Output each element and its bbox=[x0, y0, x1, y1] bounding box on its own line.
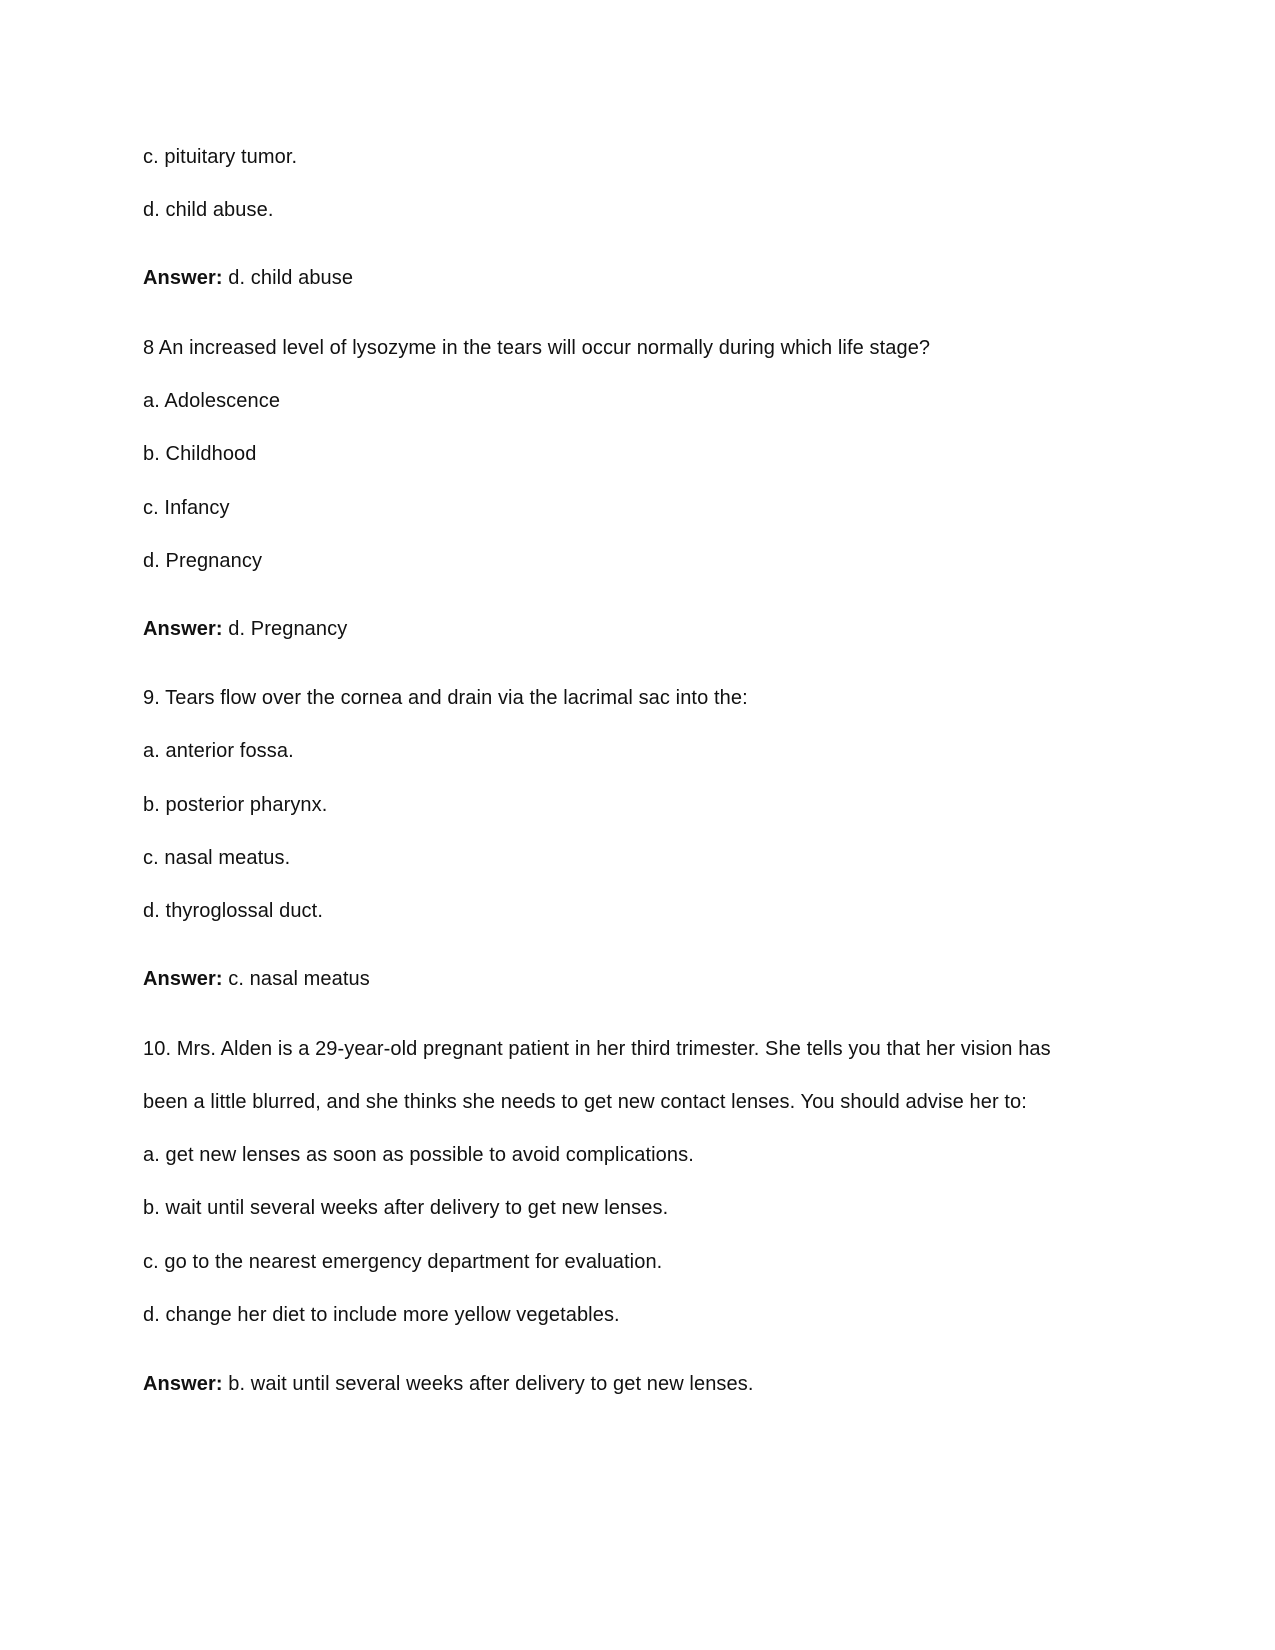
q10-question-line-2: been a little blurred, and she thinks she needs to get new contact lenses. You should advise her to: bbox=[143, 1091, 1027, 1113]
q8-option-c: c. Infancy bbox=[143, 497, 230, 519]
q9-option-b: b. posterior pharynx. bbox=[143, 794, 328, 816]
answer-label: Answer: bbox=[143, 618, 223, 640]
answer-label: Answer: bbox=[143, 1373, 223, 1395]
q8-option-b: b. Childhood bbox=[143, 443, 257, 465]
q10-option-a: a. get new lenses as soon as possible to avoid complications. bbox=[143, 1144, 694, 1166]
q10-question-line-1: 10. Mrs. Alden is a 29-year-old pregnant patient in her third trimester. She tells you that her vision has bbox=[143, 1038, 1051, 1060]
q10-answer bbox=[143, 1372, 754, 1396]
q9-option-a: a. anterior fossa. bbox=[143, 740, 294, 762]
q8-option-d: d. Pregnancy bbox=[143, 550, 263, 572]
answer-label: Answer: bbox=[143, 968, 223, 990]
q9-answer bbox=[143, 967, 370, 991]
q10-option-b: b. wait until several weeks after delivery to get new lenses. bbox=[143, 1197, 669, 1219]
q8-answer bbox=[143, 617, 347, 641]
answer-text: b. wait until several weeks after delivery to get new lenses. bbox=[222, 1373, 754, 1395]
answer-text: d. child abuse bbox=[222, 267, 354, 289]
q9-option-d: d. thyroglossal duct. bbox=[143, 900, 323, 922]
answer-label: Answer: bbox=[143, 267, 223, 289]
q7-option-c: c. pituitary tumor. bbox=[143, 146, 298, 168]
q9-option-c: c. nasal meatus. bbox=[143, 847, 291, 869]
q10-option-c: c. go to the nearest emergency department for evaluation. bbox=[143, 1251, 663, 1273]
q8-question: 8 An increased level of lysozyme in the tears will occur normally during which life stage? bbox=[143, 337, 931, 359]
q7-option-d: d. child abuse. bbox=[143, 199, 274, 221]
q9-question: 9. Tears flow over the cornea and drain via the lacrimal sac into the: bbox=[143, 687, 748, 709]
answer-text: c. nasal meatus bbox=[222, 968, 370, 990]
q10-option-d: d. change her diet to include more yellow vegetables. bbox=[143, 1304, 620, 1326]
answer-text: d. Pregnancy bbox=[222, 618, 348, 640]
q8-option-a: a. Adolescence bbox=[143, 390, 281, 412]
q7-answer bbox=[143, 266, 353, 290]
